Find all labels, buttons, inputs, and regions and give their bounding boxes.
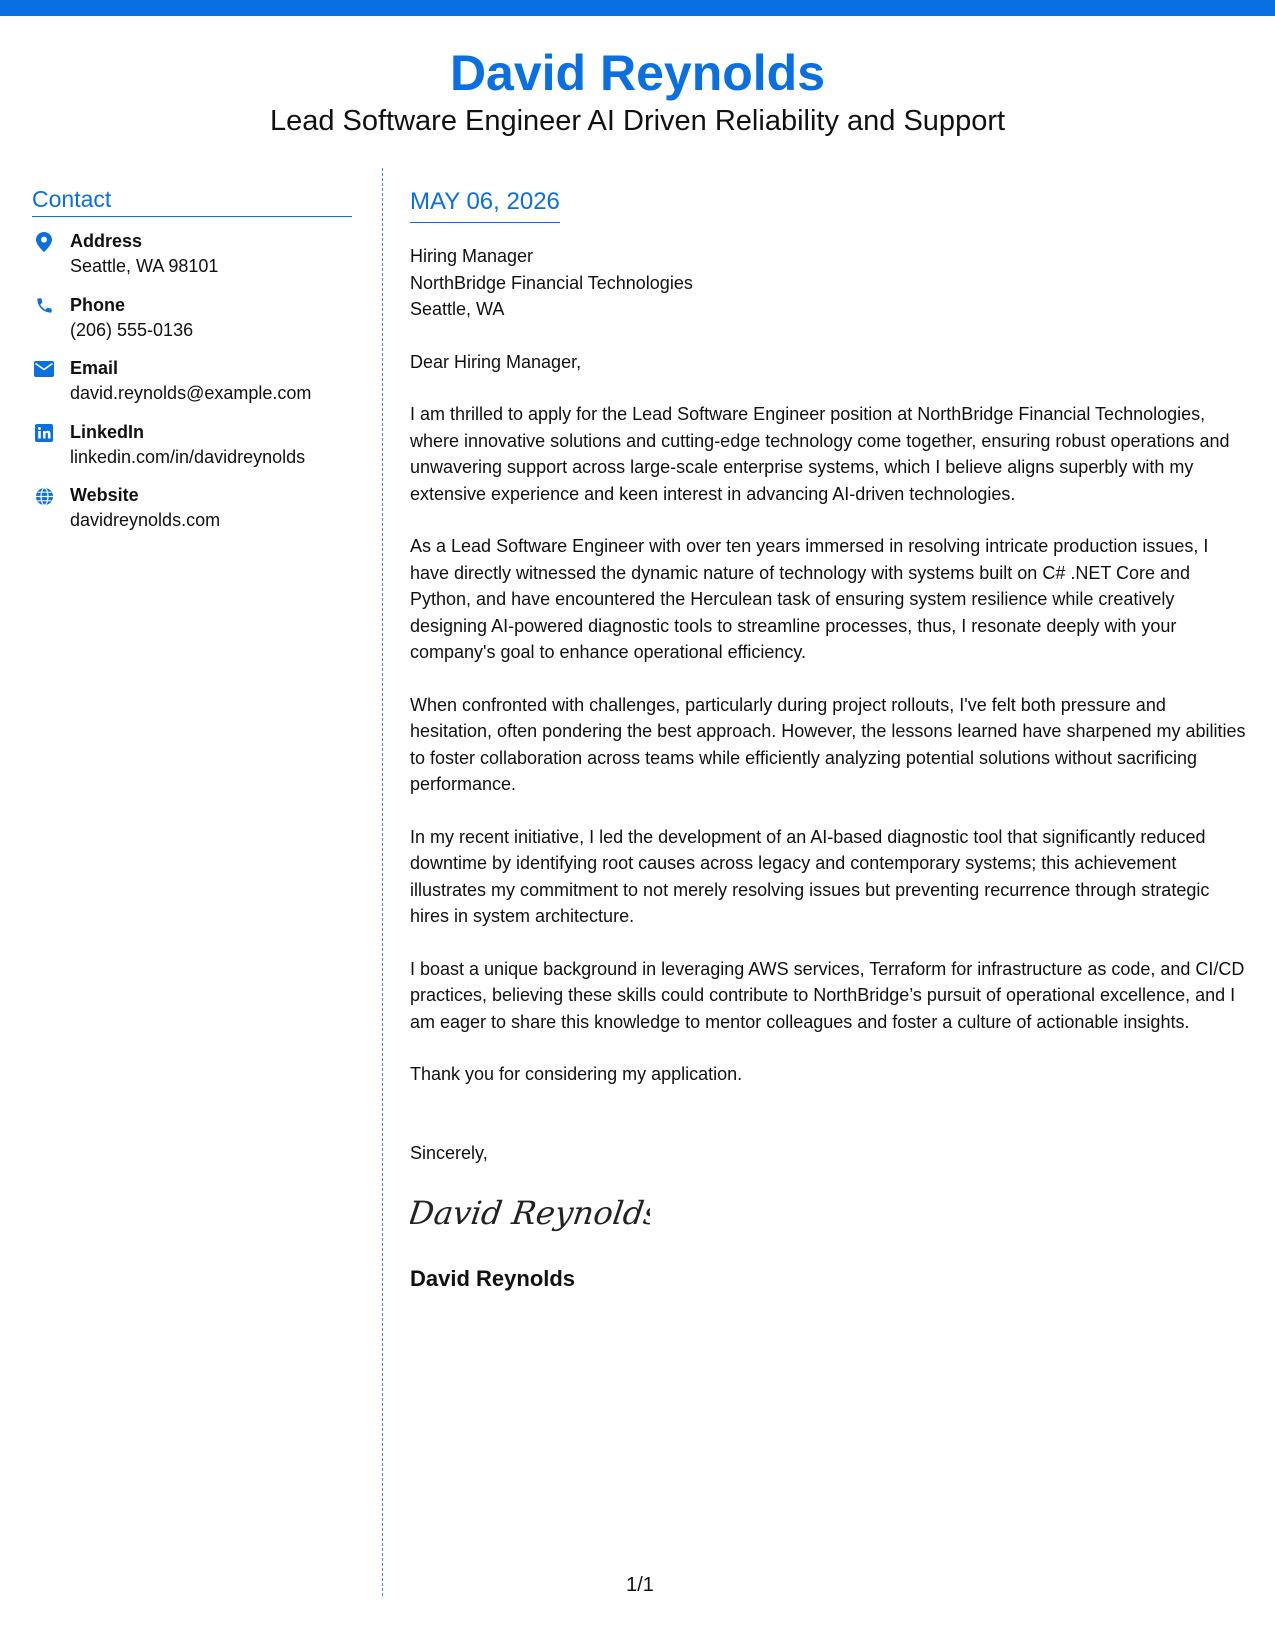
letter-body: [410, 186, 1250, 1294]
linkedin-value[interactable]: linkedin.com/in/davidreynolds: [70, 446, 306, 467]
top-accent-bar: [0, 0, 1275, 16]
letter-paragraph: I am thrilled to apply for the Lead Software Engineer position at NorthBridge Financial Technologies, where innovative solutions and cutting-edge technology come together, ensuring robust operations and unwavering support across large-scale enterprise systems, which I believe aligns superbly with my extensive experience and keen interest in advancing AI-driven technologies.: [410, 404, 1230, 504]
letter-date: MAY 06, 2026: [410, 186, 560, 223]
website-value[interactable]: davidreynolds.com: [70, 510, 221, 530]
phone-icon: [34, 296, 54, 316]
signer-name: David Reynolds: [410, 1266, 576, 1291]
letter-paragraph: In my recent initiative, I led the development of an AI-based diagnostic tool that significantly reduced downtime by identifying root causes across legacy and contemporary systems; this achievement illustrates my commitment to not merely resolving issues but preventing recurrence through strategic hires in system architecture.: [410, 826, 1210, 926]
phone-value: (206) 555-0136: [70, 319, 194, 340]
signature-text: David Reynolds: [410, 1194, 650, 1232]
email-value[interactable]: david.reynolds@example.com: [70, 383, 312, 403]
handwritten-signature: [410, 1188, 1250, 1240]
letter-paragraph: When confronted with challenges, particularly during project rollouts, I've felt both pressure and hesitation, often pondering the best approach. However, the lessons learned have sharpened my abilities to foster collaboration across teams while efficiently analyzing potential solutions without sacrificing performance.: [410, 694, 1246, 794]
contact-sidebar: [32, 184, 352, 547]
linkedin-icon: [34, 423, 54, 443]
contact-label: Phone: [70, 294, 126, 315]
closing: Sincerely,: [410, 1142, 488, 1163]
recipient-block: [410, 243, 1250, 323]
recipient-line: Seattle, WA: [410, 299, 505, 319]
envelope-icon: [34, 359, 54, 379]
address-value: Seattle, WA 98101: [70, 256, 219, 276]
job-title: Lead Software Engineer AI Driven Reliability and Support: [269, 105, 1006, 137]
letter-paragraph: Thank you for considering my application.: [410, 1064, 743, 1084]
contact-item-email: [32, 356, 352, 420]
page-number: 1/1: [626, 1574, 654, 1596]
recipient-line: Hiring Manager: [410, 246, 534, 266]
contact-list: [32, 229, 352, 547]
letter-header: [0, 44, 1275, 139]
contact-label: Website: [70, 485, 139, 505]
map-pin-icon: [34, 232, 54, 252]
contact-label: Email: [70, 358, 119, 378]
contact-label: Address: [70, 231, 143, 251]
globe-icon: [34, 486, 54, 506]
letter-paragraph: As a Lead Software Engineer with over ten years immersed in resolving intricate production issues, I have directly witnessed the dynamic nature of technology with systems built on C# .NET Core and Python, and have encountered the Herculean task of ensuring system resilience while creatively designing AI-powered diagnostic tools to streamline processes, thus, I resonate deeply with your company's goal to enhance operational efficiency.: [410, 536, 1209, 662]
contact-item-address: [32, 229, 352, 293]
letter-paragraph: I boast a unique background in leveraging AWS services, Terraform for infrastructure as code, and CI/CD practices, believing these skills could contribute to NorthBridge’s pursuit of operational excellence, and I am eager to share this knowledge to mentor colleagues and foster a culture of actionable insights.: [410, 958, 1245, 1032]
recipient-line: NorthBridge Financial Technologies: [410, 272, 693, 293]
contact-heading: Contact: [32, 184, 352, 217]
applicant-name: David Reynolds: [449, 45, 826, 101]
contact-item-website: [32, 483, 352, 547]
salutation: Dear Hiring Manager,: [410, 351, 582, 372]
contact-item-phone: [32, 293, 352, 357]
contact-item-linkedin: [32, 420, 352, 484]
column-divider: [382, 168, 383, 1596]
contact-label: LinkedIn: [70, 421, 145, 442]
